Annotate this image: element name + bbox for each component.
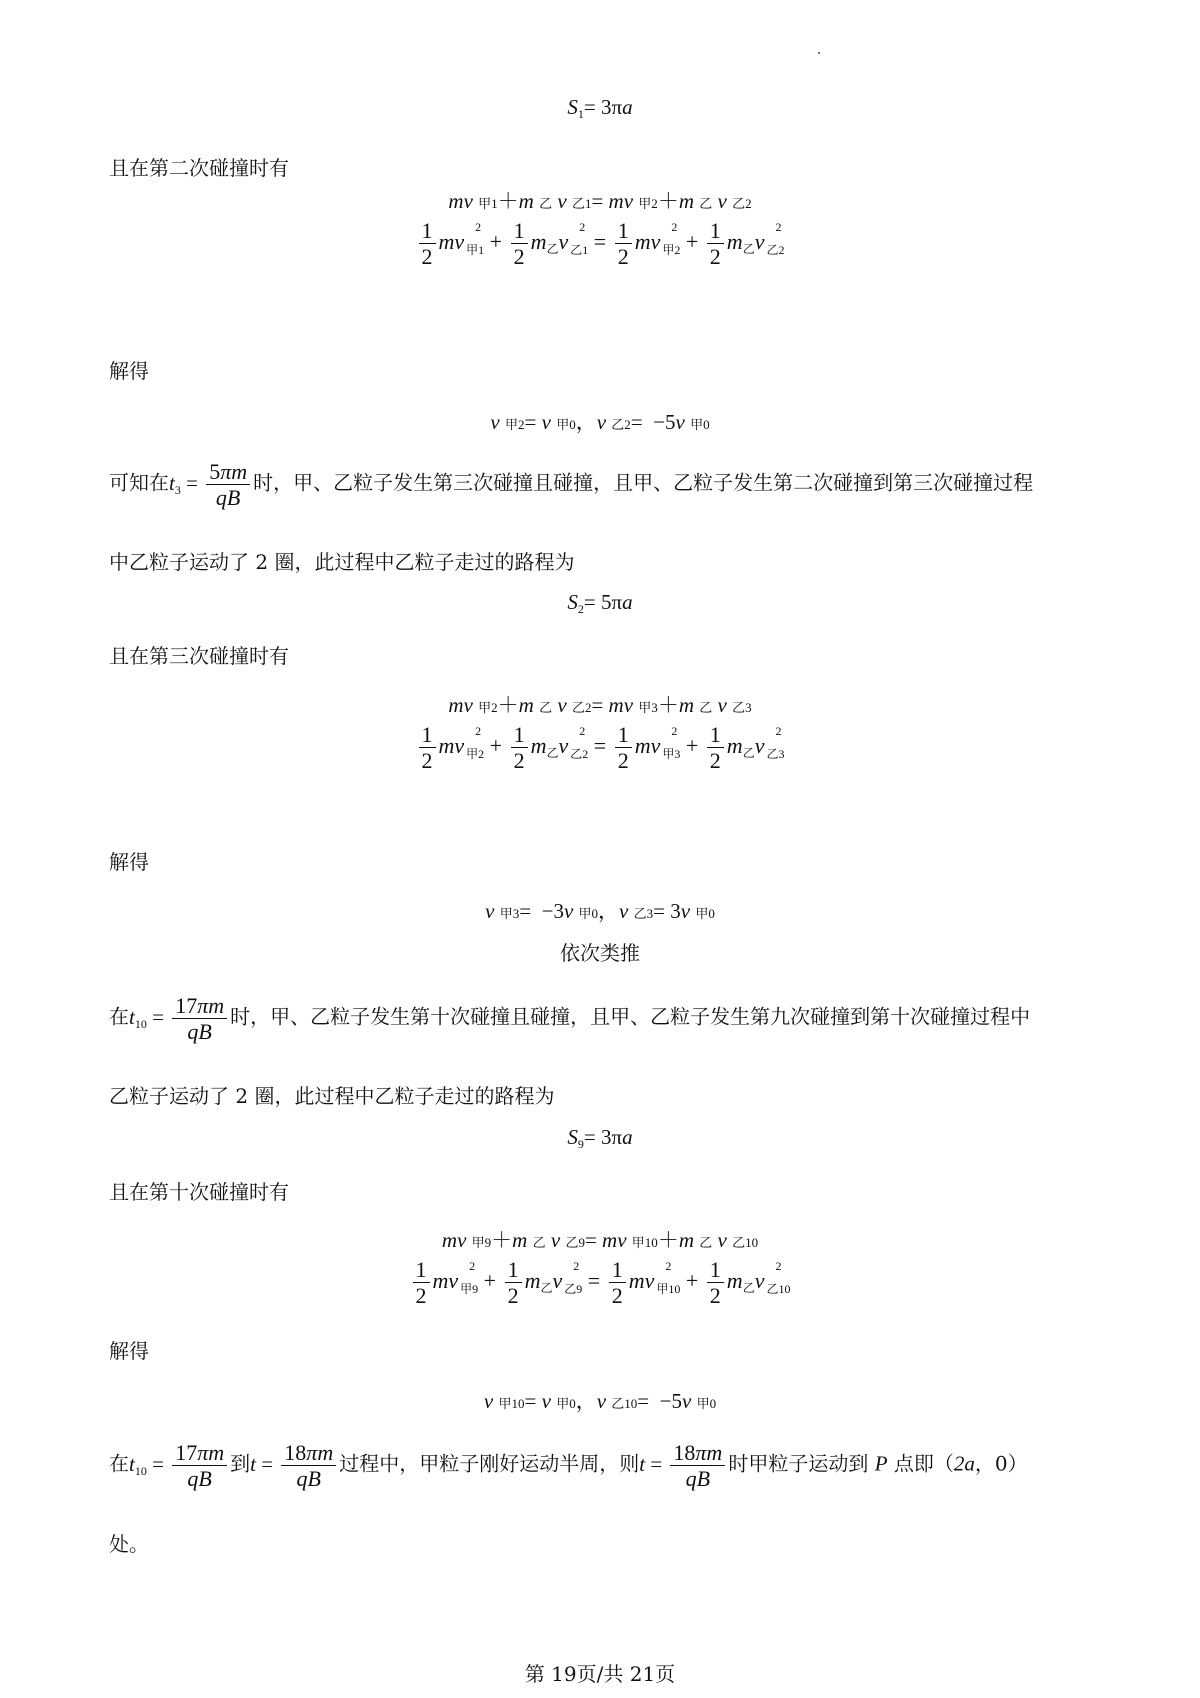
text-line-t10: 在$t_{10}$ = $\frac{17\pi m}{qB}$ 时，甲、乙粒子发生第十次碰撞且碰撞，且甲、乙粒子发生第九次碰撞到第十次碰撞过程中 bbox=[109, 993, 1031, 1045]
text-line: 处。 bbox=[109, 1532, 149, 1556]
text-line: 且在第十次碰撞时有 bbox=[109, 1180, 289, 1204]
equation-s1: $S_1= 3\pi a$ bbox=[567, 95, 633, 121]
text-line: 且在第二次碰撞时有 bbox=[109, 156, 289, 180]
text-line: 中乙粒子运动了 2 圈，此过程中乙粒子走过的路程为 bbox=[109, 550, 575, 574]
text-line-final: 在$t_{10}$ = $\frac{17\pi m}{qB}$ 到t = $\frac{18\pi m}{qB}$ 过程中，甲粒子刚好运动半周，则t = $\frac{18\pi m}{qB}$ 时甲粒子运动到 P 点即（2a，0） bbox=[109, 1440, 1028, 1492]
page-footer: 第 19页/共 21页 bbox=[524, 1662, 676, 1686]
text-line-centered: 依次类推 bbox=[560, 941, 640, 965]
result-equation-3: v 甲10= v 甲0，v 乙10= −5v 甲0 bbox=[483, 1389, 717, 1413]
point-label: P bbox=[874, 1451, 888, 1476]
energy-equation-3: $\frac{1}{2}$ mv 2 $_{甲9}$ + $\frac{1}{2}$ $m_乙v$ 2 $_{乙9}$ = $\frac{1}{2}$ mv 2 $_{甲10}$ + $\frac{1}{2}$ $m_乙v$ 2 $_{乙10}$ bbox=[0, 1257, 1200, 1309]
coord-label: 2a bbox=[953, 1451, 975, 1476]
text-line: 解得 bbox=[109, 850, 149, 874]
momentum-equation-2: mv 甲2＋m 乙 v 乙2= mv 甲3＋m 乙 v 乙3 bbox=[448, 693, 752, 717]
momentum-equation-1: mv 甲1＋m 乙 v 乙1= mv 甲2＋m 乙 v 乙2 bbox=[448, 189, 752, 213]
text-line: 且在第三次碰撞时有 bbox=[109, 644, 289, 668]
text-line-t3: 可知在$t_3$ = $\frac{5\pi m}{qB}$ 时，甲、乙粒子发生第三次碰撞且碰撞，且甲、乙粒子发生第二次碰撞到第三次碰撞过程 bbox=[109, 459, 1034, 511]
equation-s2: $S_2= 5\pi a$ bbox=[567, 590, 633, 616]
result-equation-2: v 甲3= −3v 甲0，v 乙3= 3v 甲0 bbox=[485, 899, 715, 923]
stray-dot bbox=[818, 52, 820, 54]
text-line: 解得 bbox=[109, 1339, 149, 1363]
energy-equation-2: $\frac{1}{2}$ mv 2 $_{甲2}$ + $\frac{1}{2}$ $m_乙v$ 2 $_{乙2}$ = $\frac{1}{2}$ mv 2 $_{甲3}$ + $\frac{1}{2}$ $m_乙v$ 2 $_{乙3}$ bbox=[0, 722, 1200, 774]
energy-equation-1: $\frac{1}{2}$ mv 2 $_{甲1}$ + $\frac{1}{2}$ $m_乙v$ 2 $_{乙1}$ = $\frac{1}{2}$ mv 2 $_{甲2}$ + $\frac{1}{2}$ $m_乙v$ 2 $_{乙2}$ bbox=[0, 218, 1200, 270]
result-equation-1: v 甲2= v 甲0，v 乙2= −5v 甲0 bbox=[490, 410, 710, 434]
momentum-equation-3: mv 甲9＋m 乙 v 乙9= mv 甲10＋m 乙 v 乙10 bbox=[441, 1228, 759, 1252]
text-line: 解得 bbox=[109, 359, 149, 383]
text-line: 乙粒子运动了 2 圈，此过程中乙粒子走过的路程为 bbox=[109, 1084, 555, 1108]
equation-s9: $S_9= 3\pi a$ bbox=[567, 1125, 633, 1151]
